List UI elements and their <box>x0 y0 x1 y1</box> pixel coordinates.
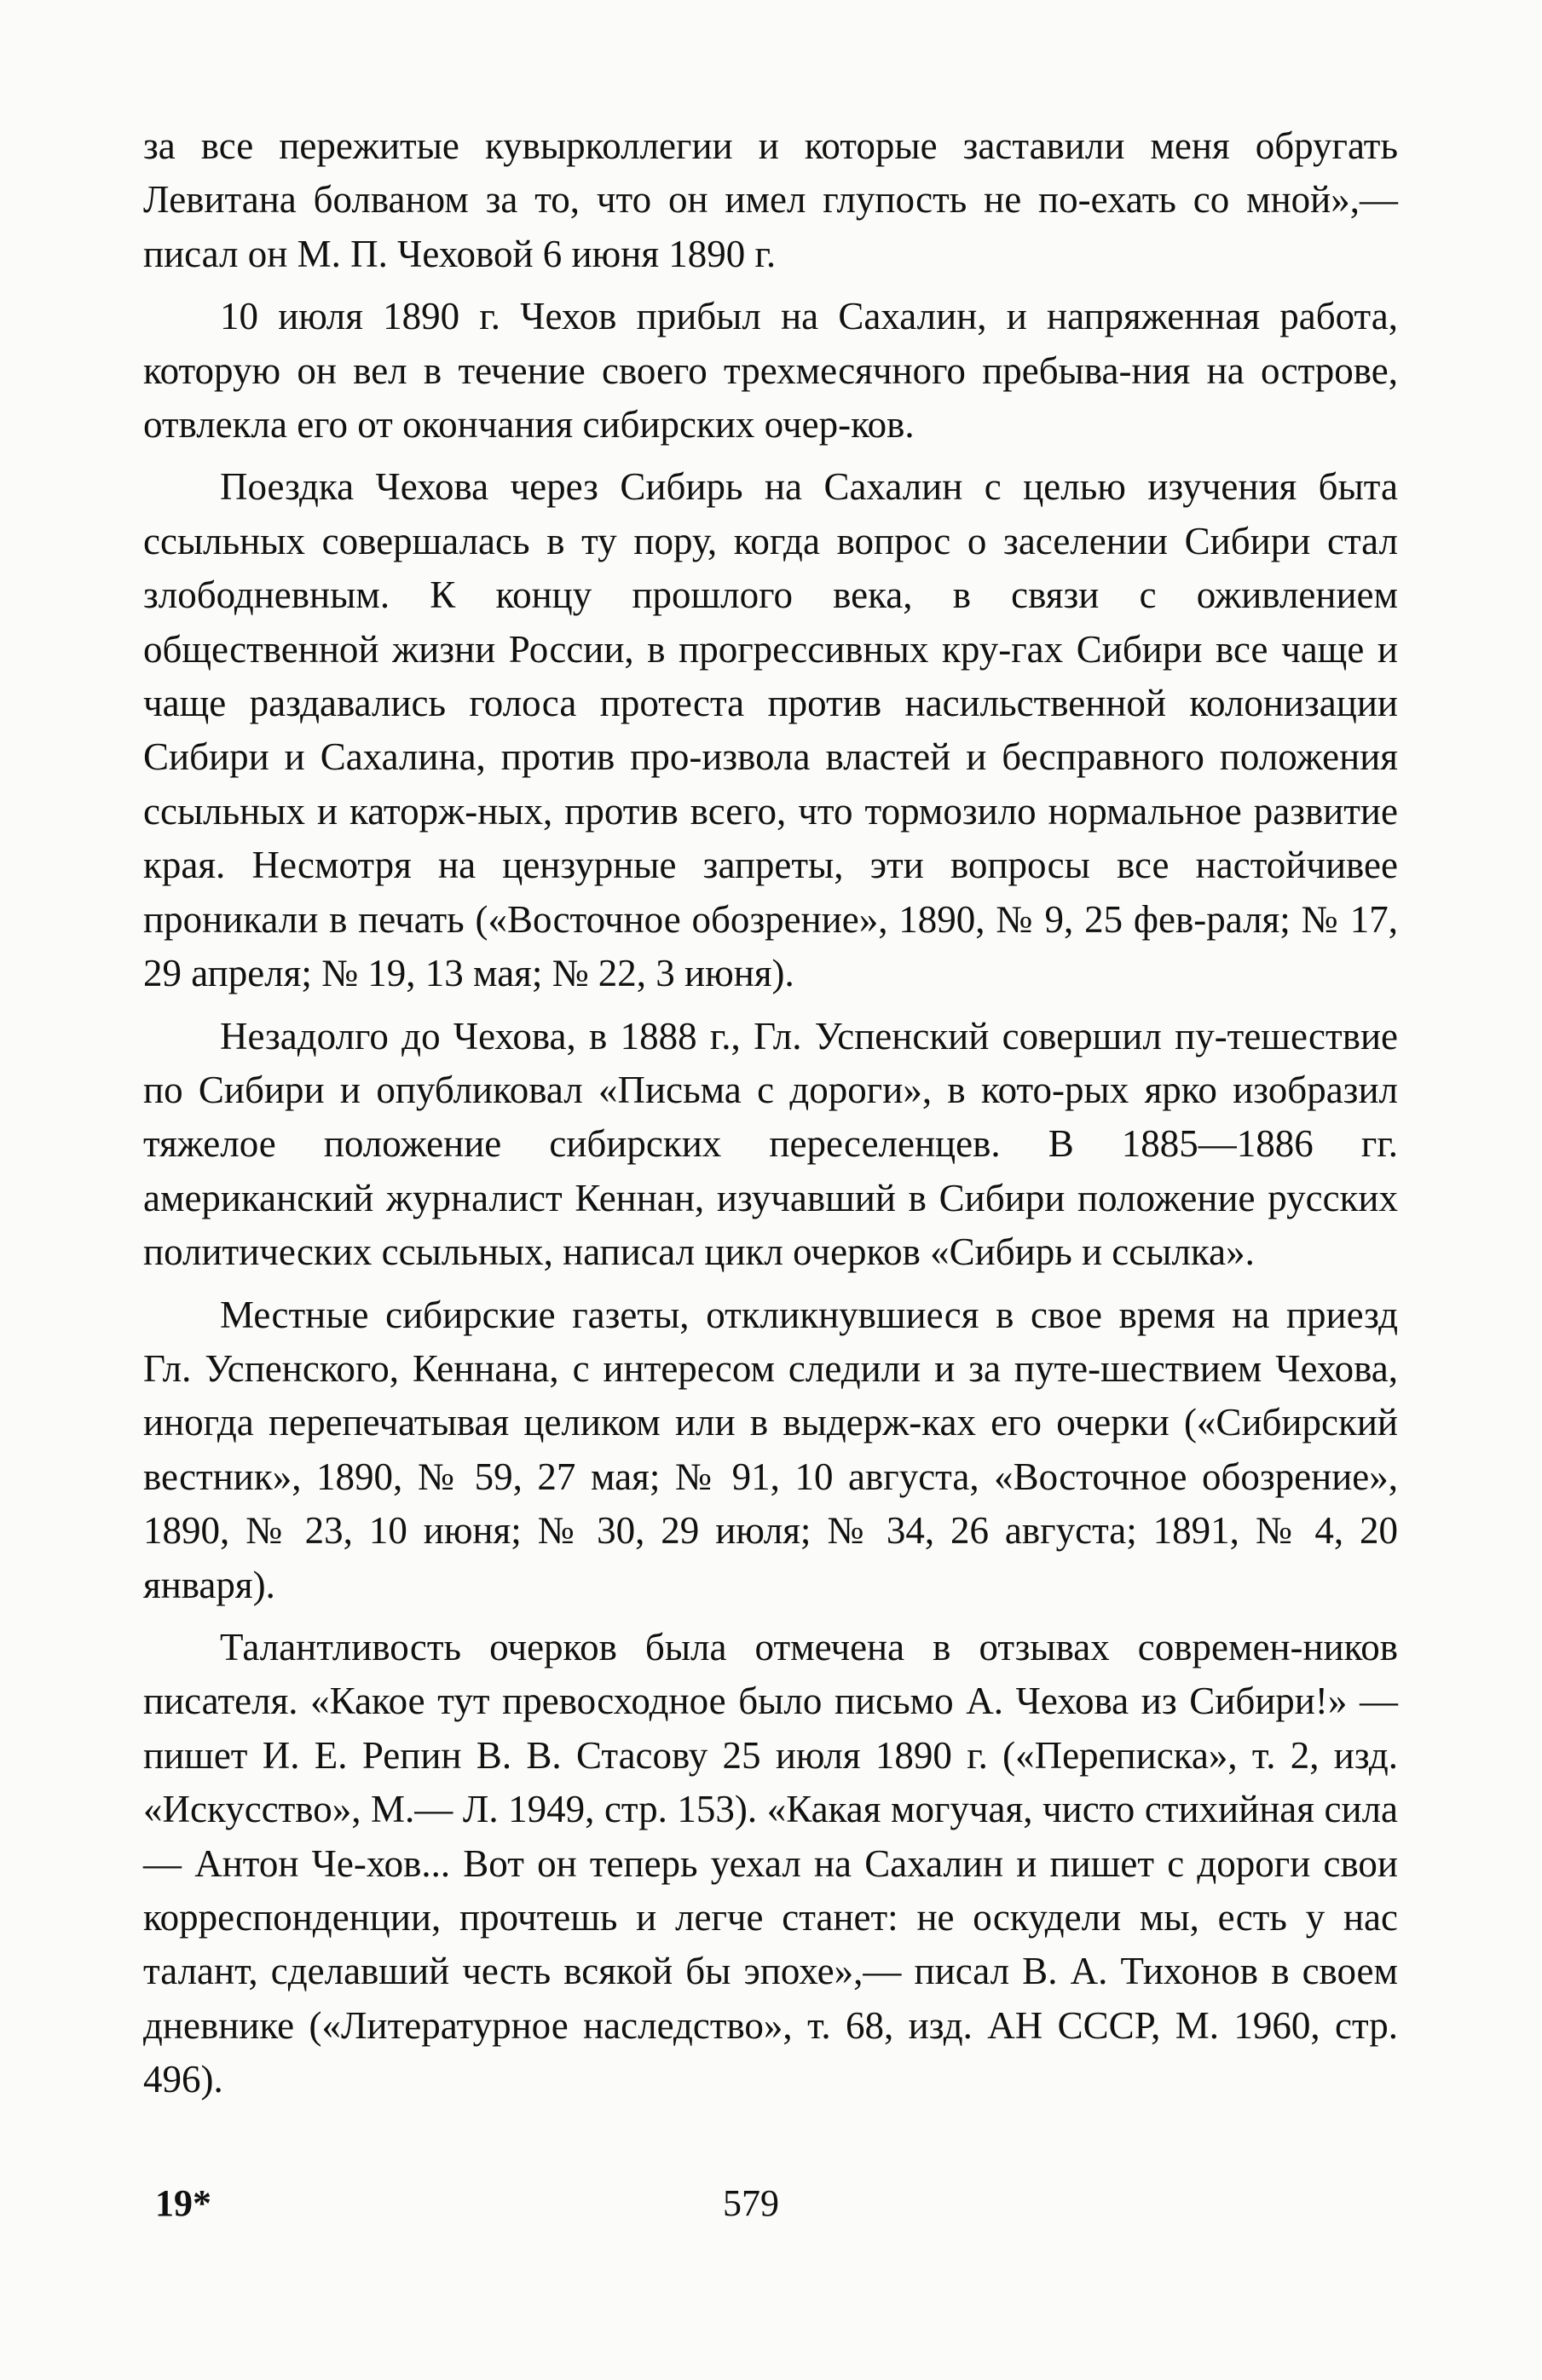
paragraph-6: Талантливость очерков была отмечена в отзывах современ-ников писателя. «Какое тут превосходное было письмо А. Чехова из Сибири!» — пишет И. Е. Репин В. В. Стасову 25 июля 1890 г. («Переписка», т. 2, изд. «Искусство», М.— Л. 1949, стр. 153). «Какая могучая, чисто стихийная сила — Антон Че-хов... Вот он теперь уехал на Сахалин и пишет с дороги свои корреспонденции, прочтешь и легче станет: не оскудели мы, есть у нас талант, сделавший честь всякой бы эпохе»,— писал В. А. Тихонов в своем дневнике («Литературное наследство», т. 68, изд. АН СССР, М. 1960, стр. 496). <box>143 1625 1398 2101</box>
body-text <box>143 119 1398 2107</box>
paragraph-4: Незадолго до Чехова, в 1888 г., Гл. Успенский совершил пу-тешествие по Сибири и опубликовал «Письма с дороги», в кото-рых ярко изобразил тяжелое положение сибирских переселенцев. В 1885—1886 гг. американский журналист Кеннан, изучавший в Сибири положение русских политических ссыльных, написал цикл очерков «Сибирь и ссылка». <box>143 1014 1398 1274</box>
paragraph-2: 10 июля 1890 г. Чехов прибыл на Сахалин, и напряженная работа, которую он вел в течение своего трехмесячного пребыва-ния на острове, отвлекла его от окончания сибирских очер-ков. <box>143 295 1398 447</box>
paragraph-3: Поездка Чехова через Сибирь на Сахалин с целью изучения быта ссыльных совершалась в ту пору, когда вопрос о заселении Сибири стал злободневным. К концу прошлого века, в связи с оживлением общественной жизни России, в прогрессивных кру-гах Сибири все чаще и чаще раздавались голоса протеста против насильственной колонизации Сибири и Сахалина, против про-извола властей и бесправного положения ссыльных и каторж-ных, против всего, что тормозило нормальное развитие края. Несмотря на цензурные запреты, эти вопросы все настойчивее проникали в печать («Восточное обозрение», 1890, № 9, 25 фев-раля; № 17, 29 апреля; № 19, 13 мая; № 22, 3 июня). <box>143 465 1398 995</box>
page-number: 579 <box>723 2182 779 2224</box>
signature-mark: 19* <box>155 2182 211 2224</box>
paragraph-5: Местные сибирские газеты, откликнувшиеся в свое время на приезд Гл. Успенского, Кеннана, с интересом следили и за путе-шествием Чехова, иногда перепечатывая целиком или в выдерж-ках его очерки («Сибирский вестник», 1890, № 59, 27 мая; № 91, 10 августа, «Восточное обозрение», 1890, № 23, 10 июня; № 30, 29 июля; № 34, 26 августа; 1891, № 4, 20 января). <box>143 1293 1398 1606</box>
paragraph-1: за все пережитые кувырколлегии и которые заставили меня обругать Левитана болваном за то, что он имел глупость не по-ехать со мной»,— писал он М. П. Чеховой 6 июня 1890 г. <box>143 124 1398 275</box>
